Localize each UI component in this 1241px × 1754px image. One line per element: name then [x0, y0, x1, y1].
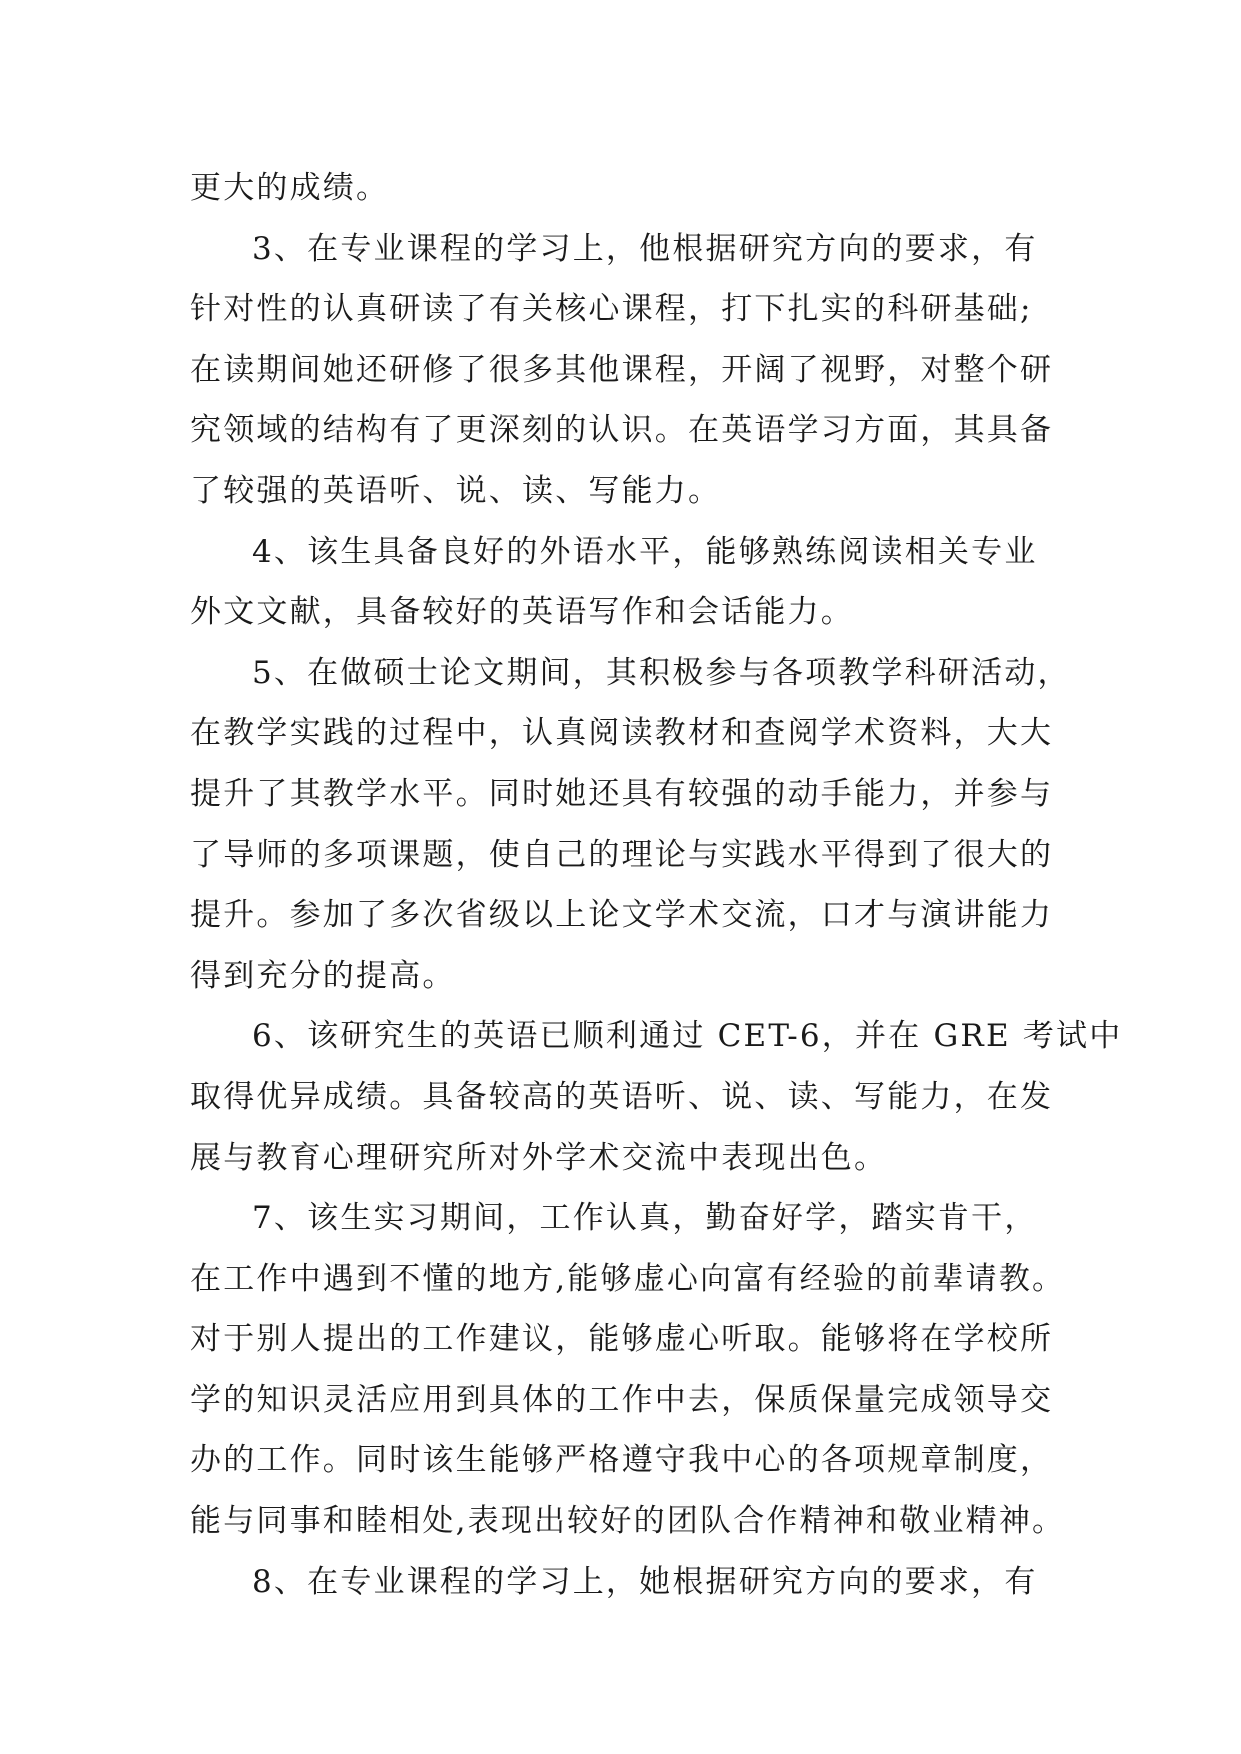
- document-body: [190, 158, 1123, 1612]
- text-line: 得到充分的提高。: [190, 957, 456, 994]
- text-line: 3、在专业课程的学习上，他根据研究方向的要求，有: [252, 230, 1038, 267]
- text-line: 究领域的结构有了更深刻的认识。在英语学习方面，其具备: [190, 412, 1054, 449]
- text-line: 能与同事和睦相处,表现出较好的团队合作精神和敬业精神。: [190, 1503, 1066, 1540]
- text-line: 6、该研究生的英语已顺利通过 CET-6，并在 GRE 考试中: [252, 1018, 1123, 1055]
- text-line: 在读期间她还研修了很多其他课程，开阔了视野，对整个研: [190, 351, 1054, 388]
- text-line: 8、在专业课程的学习上，她根据研究方向的要求，有: [252, 1563, 1038, 1600]
- text-line: 在教学实践的过程中，认真阅读教材和查阅学术资料，大大: [190, 715, 1054, 752]
- text-line: 更大的成绩。: [190, 170, 390, 206]
- text-line: 展与教育心理研究所对外学术交流中表现出色。: [190, 1139, 888, 1176]
- text-line: 提升。参加了多次省级以上论文学术交流，口才与演讲能力: [190, 897, 1054, 934]
- text-line: 了较强的英语听、说、读、写能力。: [190, 472, 722, 509]
- text-line: 办的工作。同时该生能够严格遵守我中心的各项规章制度，: [190, 1442, 1054, 1479]
- text-line: 7、该生实习期间，工作认真，勤奋好学，踏实肯干，: [252, 1200, 1038, 1237]
- text-line: 对于别人提出的工作建议，能够虚心听取。能够将在学校所: [190, 1321, 1054, 1358]
- text-line: 在工作中遇到不懂的地方,能够虚心向富有经验的前辈请教。: [190, 1260, 1066, 1297]
- text-line: 4、该生具备良好的外语水平，能够熟练阅读相关专业: [252, 533, 1038, 570]
- text-line: 学的知识灵活应用到具体的工作中去，保质保量完成领导交: [190, 1381, 1054, 1418]
- text-line: 了导师的多项课题，使自己的理论与实践水平得到了很大的: [190, 836, 1054, 873]
- text-line: 取得优异成绩。具备较高的英语听、说、读、写能力，在发: [190, 1078, 1054, 1115]
- text-line: 针对性的认真研读了有关核心课程，打下扎实的科研基础;: [190, 291, 1033, 328]
- text-line: 提升了其教学水平。同时她还具有较强的动手能力，并参与: [190, 775, 1054, 812]
- text-line: 外文文献，具备较好的英语写作和会话能力。: [190, 594, 854, 631]
- text-line: 5、在做硕士论文期间，其积极参与各项教学科研活动，: [252, 654, 1071, 691]
